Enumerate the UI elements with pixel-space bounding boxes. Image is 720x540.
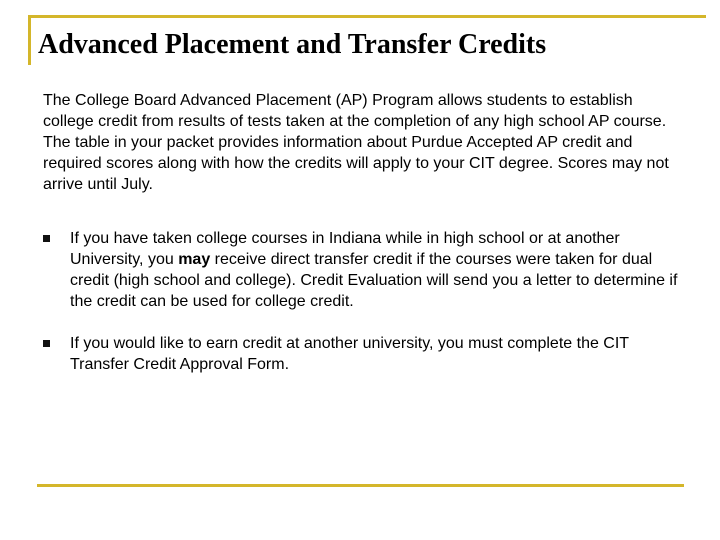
bullet-item-dual-credit	[43, 228, 683, 312]
square-bullet-icon	[43, 340, 50, 347]
bullet-text: If you would like to earn credit at another university, you must complete the CIT Transfer Credit Approval Form.	[70, 335, 629, 373]
bullet-emphasis: may	[178, 251, 211, 268]
slide-title: Advanced Placement and Transfer Credits	[38, 29, 547, 60]
bullet-text-start: If you have taken college courses in Indiana while in high school or at another University, you	[70, 230, 620, 268]
bullet-item-transfer-form	[43, 333, 683, 375]
bullet-text-end: receive direct transfer credit if the courses were taken for dual credit (high school and college). Credit Evaluation will send you a letter to determine if the credit can be used for college credit.	[70, 251, 678, 310]
intro-paragraph: The College Board Advanced Placement (AP) Program allows students to establish college credit from results of tests taken at the completion of any high school AP course. The table in your packet provides information about Purdue Accepted AP credit and required scores along with how the credits will apply to your CIT degree. Scores may not arrive until July.	[43, 92, 669, 193]
bottom-divider	[37, 484, 684, 487]
bullet-list	[43, 228, 683, 396]
square-bullet-icon	[43, 235, 50, 242]
